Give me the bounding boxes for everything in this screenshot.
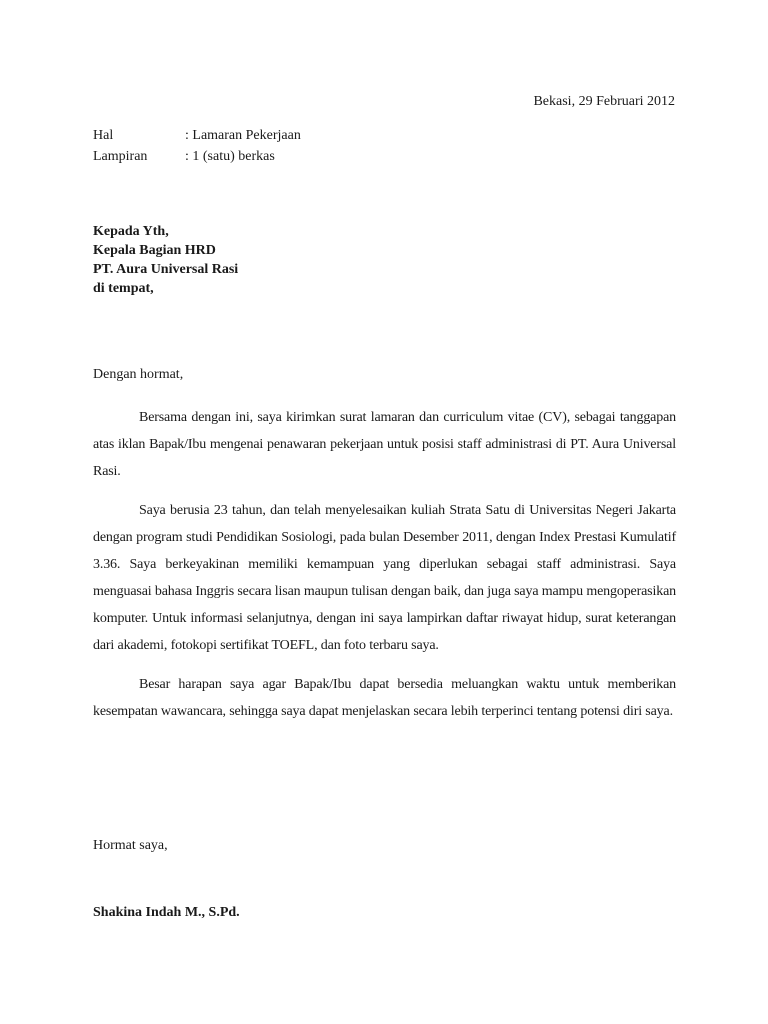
body-paragraph-2: Saya berusia 23 tahun, dan telah menyelesaikan kuliah Strata Satu di Universitas Negeri Jakarta dengan program studi Pendidikan Sosiologi, pada bulan Desember 2011, dengan Index Prestasi Kumulatif 3.36. Saya berkeyakinan memiliki kemampuan yang diperlukan sebagai staff administrasi. Saya menguasai bahasa Inggris secara lisan maupun tulisan dengan baik, dan juga saya mampu mengoperasikan komputer. Untuk informasi selanjutnya, dengan ini saya lampirkan daftar riwayat hidup, surat keterangan dari akademi, fotokopi sertifikat TOEFL, dan foto terbaru saya. — [93, 503, 676, 653]
closing: Hormat saya, — [93, 838, 168, 853]
hal-label: Hal — [93, 128, 114, 143]
letter-meta — [93, 125, 301, 167]
greeting: Dengan hormat, — [93, 367, 184, 382]
recipient-company: PT. Aura Universal Rasi — [93, 262, 239, 277]
hal-value: : Lamaran Pekerjaan — [185, 128, 301, 143]
signature-name: Shakina Indah M., S.Pd. — [93, 905, 240, 920]
recipient-salutation: Kepada Yth, — [93, 224, 169, 239]
recipient-location: di tempat, — [93, 281, 154, 296]
lampiran-label: Lampiran — [93, 149, 148, 164]
recipient-block — [93, 222, 238, 298]
lampiran-value: : 1 (satu) berkas — [185, 149, 275, 164]
body-paragraph-3: Besar harapan saya agar Bapak/Ibu dapat bersedia meluangkan waktu untuk memberikan kesempatan wawancara, sehingga saya dapat menjelaskan secara lebih terperinci tentang potensi diri saya. — [93, 677, 676, 719]
meta-row-lampiran — [93, 146, 301, 167]
meta-row-hal — [93, 125, 301, 146]
recipient-title: Kepala Bagian HRD — [93, 243, 216, 258]
letter-body — [93, 404, 676, 737]
body-paragraph-1: Bersama dengan ini, saya kirimkan surat lamaran dan curriculum vitae (CV), sebagai tanggapan atas iklan Bapak/Ibu mengenai penawaran pekerjaan untuk posisi staff administrasi di PT. Aura Universal Rasi. — [93, 410, 676, 479]
place-date: Bekasi, 29 Februari 2012 — [533, 94, 675, 109]
